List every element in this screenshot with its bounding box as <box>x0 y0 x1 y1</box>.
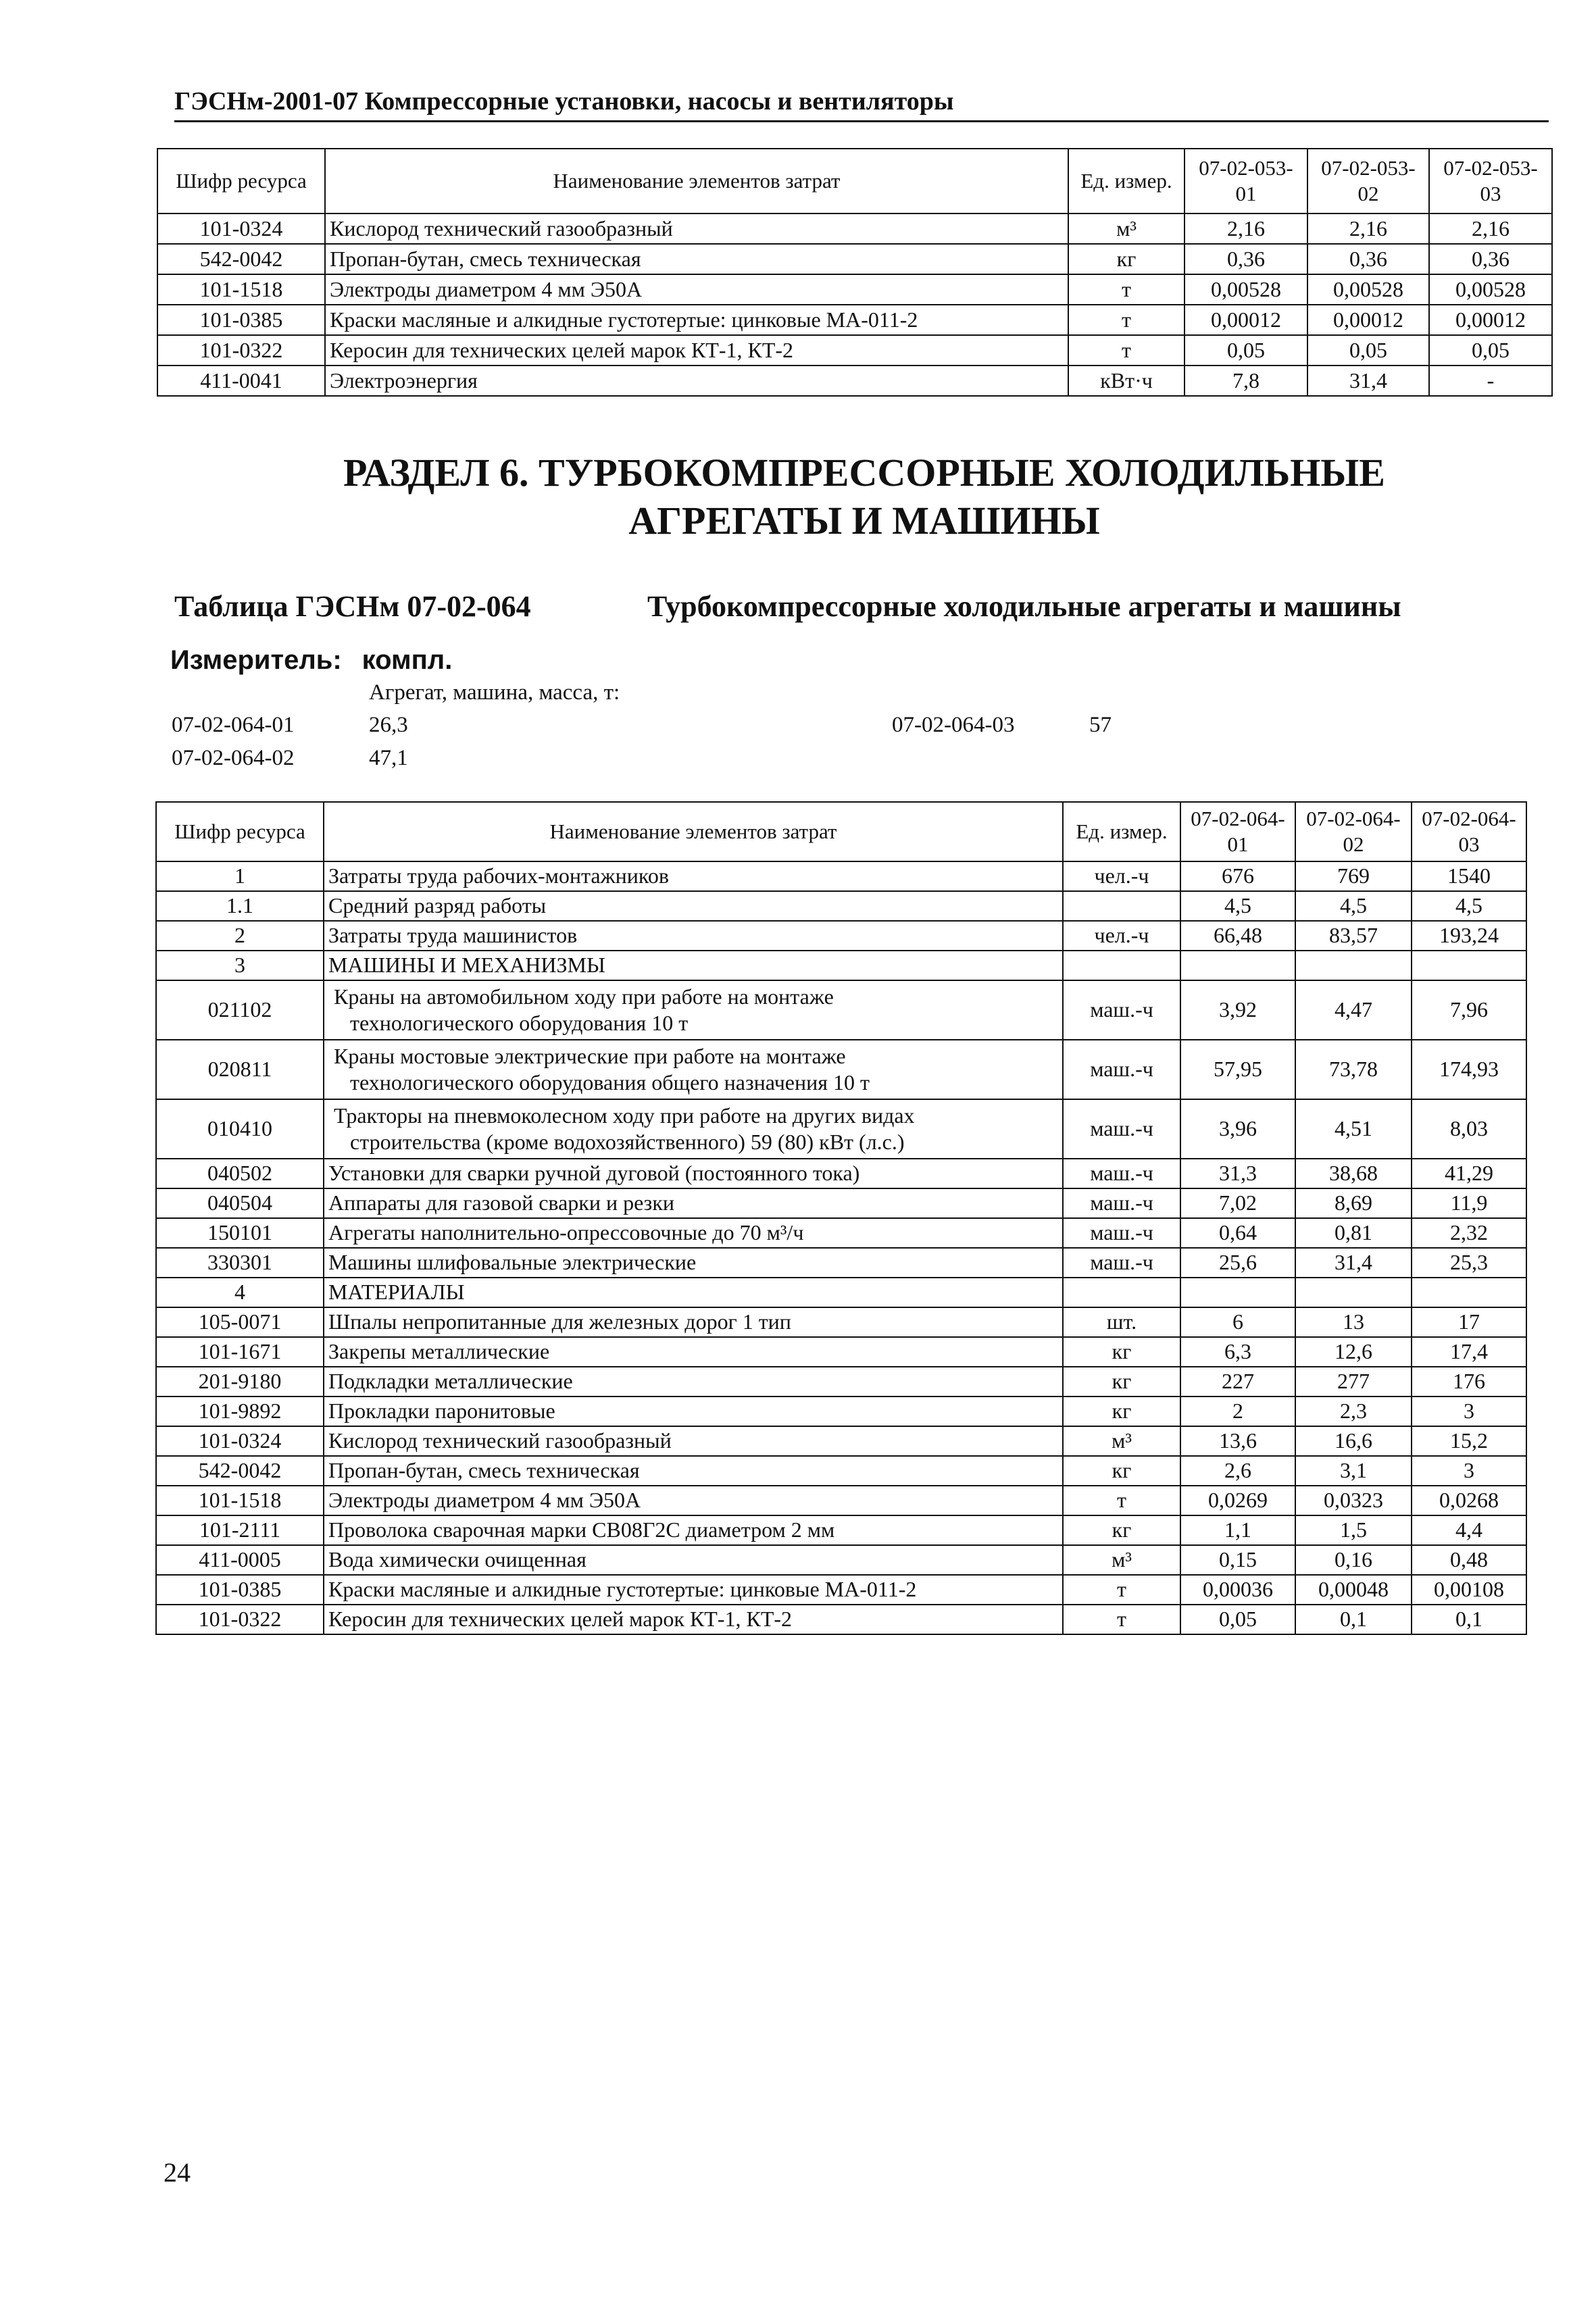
cell-code: 101-1671 <box>156 1337 324 1367</box>
table-caption <box>174 589 1553 624</box>
table1-body <box>157 213 1552 396</box>
cell-value-3 <box>1412 951 1526 980</box>
cell-unit: кг <box>1063 1456 1180 1486</box>
cell-name: Агрегаты наполнительно-опрессовочные до 70 м³/ч <box>324 1218 1063 1248</box>
cell-value-3: 0,36 <box>1429 244 1552 274</box>
cell-value-2: 0,00012 <box>1307 305 1429 335</box>
cell-value-2: 2,16 <box>1307 213 1429 244</box>
header-code: Шифр ресурса <box>156 802 324 861</box>
cell-value-3 <box>1412 1278 1526 1307</box>
cell-name <box>324 1040 1063 1099</box>
cell-value-2: 38,68 <box>1295 1159 1412 1188</box>
cell-value-2: 0,0323 <box>1295 1486 1412 1515</box>
header-unit: Ед. измер. <box>1063 802 1180 861</box>
page-header: ГЭСНм-2001-07 Компрессорные установки, насосы и вентиляторы <box>174 86 1549 122</box>
cell-name: Электроэнергия <box>325 366 1068 396</box>
cell-unit: кг <box>1063 1515 1180 1545</box>
cell-value-3: 15,2 <box>1412 1426 1526 1456</box>
cell-name: Кислород технический газообразный <box>324 1426 1063 1456</box>
cell-code: 4 <box>156 1278 324 1307</box>
cell-code: 1.1 <box>156 891 324 921</box>
cell-value-2: 0,81 <box>1295 1218 1412 1248</box>
cell-unit: чел.-ч <box>1063 921 1180 951</box>
cell-value-2: 13 <box>1295 1307 1412 1337</box>
cell-code: 3 <box>156 951 324 980</box>
cell-value-1: 7,8 <box>1184 366 1307 396</box>
cell-value-2: 0,05 <box>1307 335 1429 366</box>
measure-label: Измеритель: <box>170 645 342 675</box>
cell-value-2: 31,4 <box>1307 366 1429 396</box>
resource-table-053 <box>157 148 1553 397</box>
cell-value-2: 16,6 <box>1295 1426 1412 1456</box>
cell-value-1: 13,6 <box>1180 1426 1295 1456</box>
cell-code: 101-9892 <box>156 1397 324 1426</box>
cell-value-2: 0,16 <box>1295 1545 1412 1575</box>
cell-unit: маш.-ч <box>1063 1159 1180 1188</box>
aggregate-value-2: 47,1 <box>369 746 408 770</box>
cell-code: 542-0042 <box>157 244 325 274</box>
cell-value-2: 4,47 <box>1295 980 1412 1040</box>
cell-unit <box>1063 1278 1180 1307</box>
cell-value-2: 12,6 <box>1295 1337 1412 1367</box>
table2-body <box>156 861 1526 1634</box>
cell-name-line2: технологического оборудования общего назначения 10 т <box>350 1070 870 1095</box>
cell-value-1: 0,05 <box>1184 335 1307 366</box>
cell-value-1 <box>1180 951 1295 980</box>
cell-name: Установки для сварки ручной дуговой (постоянного тока) <box>324 1159 1063 1188</box>
cell-value-3: 17 <box>1412 1307 1526 1337</box>
cell-name: Средний разряд работы <box>324 891 1063 921</box>
cell-value-3: 25,3 <box>1412 1248 1526 1278</box>
cell-unit: маш.-ч <box>1063 1248 1180 1278</box>
table-row <box>156 1248 1526 1278</box>
cell-unit: маш.-ч <box>1063 1188 1180 1218</box>
cell-value-2: 8,69 <box>1295 1188 1412 1218</box>
cell-value-1: 0,00528 <box>1184 274 1307 305</box>
cell-code: 101-0324 <box>156 1426 324 1456</box>
cell-code: 150101 <box>156 1218 324 1248</box>
cell-code: 020811 <box>156 1040 324 1099</box>
cell-name-line1: Тракторы на пневмоколесном ходу при работе на других видах <box>334 1103 915 1128</box>
measure-value: компл. <box>361 645 453 675</box>
cell-code: 105-0071 <box>156 1307 324 1337</box>
cell-value-1 <box>1180 1278 1295 1307</box>
cell-value-1: 4,5 <box>1180 891 1295 921</box>
cell-name: Вода химически очищенная <box>324 1545 1063 1575</box>
cell-name <box>324 1099 1063 1159</box>
cell-value-3: 176 <box>1412 1367 1526 1397</box>
table-row <box>156 861 1526 891</box>
cell-unit: маш.-ч <box>1063 980 1180 1040</box>
cell-value-2: 3,1 <box>1295 1456 1412 1486</box>
cell-value-3: 0,48 <box>1412 1545 1526 1575</box>
header-col1: 07-02-053-01 <box>1184 149 1307 213</box>
cell-value-3: 4,5 <box>1412 891 1526 921</box>
header-col3: 07-02-064-03 <box>1412 802 1526 861</box>
table-row <box>156 1337 1526 1367</box>
cell-name: Кислород технический газообразный <box>325 213 1068 244</box>
table-row <box>156 1456 1526 1486</box>
table-row <box>157 305 1552 335</box>
cell-value-1: 1,1 <box>1180 1515 1295 1545</box>
section-title <box>177 449 1551 545</box>
cell-code: 542-0042 <box>156 1456 324 1486</box>
cell-code: 101-0385 <box>156 1575 324 1605</box>
cell-name: Машины шлифовальные электрические <box>324 1248 1063 1278</box>
cell-value-3: 0,00528 <box>1429 274 1552 305</box>
cell-name: Затраты труда машинистов <box>324 921 1063 951</box>
cell-unit: т <box>1068 274 1184 305</box>
cell-unit: т <box>1068 305 1184 335</box>
cell-name: Керосин для технических целей марок КТ-1, КТ-2 <box>324 1605 1063 1634</box>
cell-unit: т <box>1063 1605 1180 1634</box>
cell-value-1: 676 <box>1180 861 1295 891</box>
table-row <box>156 951 1526 980</box>
table-row <box>157 213 1552 244</box>
cell-unit: маш.-ч <box>1063 1040 1180 1099</box>
cell-value-2: 0,00048 <box>1295 1575 1412 1605</box>
cell-unit: кг <box>1068 244 1184 274</box>
cell-value-3: 0,1 <box>1412 1605 1526 1634</box>
cell-code: 101-0322 <box>156 1605 324 1634</box>
table-row <box>156 1545 1526 1575</box>
cell-code: 330301 <box>156 1248 324 1278</box>
cell-value-3: 0,05 <box>1429 335 1552 366</box>
cell-value-1: 0,05 <box>1180 1605 1295 1634</box>
cell-value-3: 41,29 <box>1412 1159 1526 1188</box>
cell-value-3: 2,16 <box>1429 213 1552 244</box>
cell-name: Электроды диаметром 4 мм Э50А <box>324 1486 1063 1515</box>
cell-name: Шпалы непропитанные для железных дорог 1 тип <box>324 1307 1063 1337</box>
cell-code: 1 <box>156 861 324 891</box>
aggregate-value-3: 57 <box>1089 713 1112 737</box>
cell-unit: т <box>1063 1486 1180 1515</box>
cell-value-1: 6 <box>1180 1307 1295 1337</box>
cell-code: 040504 <box>156 1188 324 1218</box>
cell-value-2: 0,1 <box>1295 1605 1412 1634</box>
table-row <box>156 980 1526 1040</box>
cell-value-2: 4,5 <box>1295 891 1412 921</box>
table-row <box>156 1218 1526 1248</box>
table-row <box>156 1515 1526 1545</box>
cell-value-1: 2,16 <box>1184 213 1307 244</box>
cell-unit: чел.-ч <box>1063 861 1180 891</box>
table-row <box>156 1426 1526 1456</box>
cell-name <box>324 980 1063 1040</box>
table-row <box>156 1188 1526 1218</box>
cell-name-line2: технологического оборудования 10 т <box>350 1011 689 1035</box>
table-row <box>157 366 1552 396</box>
cell-value-3: 3 <box>1412 1456 1526 1486</box>
table-row <box>156 1486 1526 1515</box>
cell-name: Краски масляные и алкидные густотертые: цинковые МА-011-2 <box>324 1575 1063 1605</box>
cell-name: Проволока сварочная марки СВ08Г2С диаметром 2 мм <box>324 1515 1063 1545</box>
cell-value-1: 0,36 <box>1184 244 1307 274</box>
cell-value-1: 3,92 <box>1180 980 1295 1040</box>
cell-name: Закрепы металлические <box>324 1337 1063 1367</box>
section-title-line2: АГРЕГАТЫ И МАШИНЫ <box>628 498 1100 543</box>
header-col3: 07-02-053-03 <box>1429 149 1552 213</box>
cell-code: 101-0385 <box>157 305 325 335</box>
cell-code: 040502 <box>156 1159 324 1188</box>
cell-value-2: 277 <box>1295 1367 1412 1397</box>
page-number: 24 <box>164 2157 191 2188</box>
table-row <box>156 1040 1526 1099</box>
cell-code: 101-0324 <box>157 213 325 244</box>
cell-name: МАШИНЫ И МЕХАНИЗМЫ <box>324 951 1063 980</box>
cell-value-3: 17,4 <box>1412 1337 1526 1367</box>
cell-code: 2 <box>156 921 324 951</box>
table-row <box>156 1159 1526 1188</box>
cell-code: 021102 <box>156 980 324 1040</box>
cell-code: 411-0005 <box>156 1545 324 1575</box>
cell-unit: кг <box>1063 1367 1180 1397</box>
cell-value-3: 0,00012 <box>1429 305 1552 335</box>
cell-value-3: 0,0268 <box>1412 1486 1526 1515</box>
cell-value-1: 227 <box>1180 1367 1295 1397</box>
table-row <box>157 244 1552 274</box>
cell-value-2: 83,57 <box>1295 921 1412 951</box>
cell-unit: кВт·ч <box>1068 366 1184 396</box>
cell-name: Затраты труда рабочих-монтажников <box>324 861 1063 891</box>
header-col2: 07-02-053-02 <box>1307 149 1429 213</box>
cell-value-1: 2 <box>1180 1397 1295 1426</box>
table-caption-id: Таблица ГЭСНм 07-02-064 <box>174 590 531 623</box>
cell-value-2 <box>1295 1278 1412 1307</box>
cell-name: МАТЕРИАЛЫ <box>324 1278 1063 1307</box>
cell-unit: маш.-ч <box>1063 1218 1180 1248</box>
cell-value-1: 0,15 <box>1180 1545 1295 1575</box>
cell-name: Пропан-бутан, смесь техническая <box>324 1456 1063 1486</box>
table-row <box>156 1307 1526 1337</box>
cell-unit: т <box>1063 1575 1180 1605</box>
cell-value-3: - <box>1429 366 1552 396</box>
cell-value-1: 0,00036 <box>1180 1575 1295 1605</box>
table-row <box>156 1575 1526 1605</box>
cell-name: Электроды диаметром 4 мм Э50А <box>325 274 1068 305</box>
cell-value-3: 7,96 <box>1412 980 1526 1040</box>
cell-value-2: 1,5 <box>1295 1515 1412 1545</box>
cell-value-2: 0,00528 <box>1307 274 1429 305</box>
cell-code: 101-2111 <box>156 1515 324 1545</box>
cell-name: Краски масляные и алкидные густотертые: цинковые МА-011-2 <box>325 305 1068 335</box>
cell-code: 101-0322 <box>157 335 325 366</box>
header-col2: 07-02-064-02 <box>1295 802 1412 861</box>
table-row <box>157 274 1552 305</box>
cell-value-1: 0,0269 <box>1180 1486 1295 1515</box>
cell-value-1: 25,6 <box>1180 1248 1295 1278</box>
cell-name: Пропан-бутан, смесь техническая <box>325 244 1068 274</box>
cell-value-3: 0,00108 <box>1412 1575 1526 1605</box>
cell-value-2: 0,36 <box>1307 244 1429 274</box>
aggregate-code-2: 07-02-064-02 <box>172 746 295 770</box>
aggregate-value-1: 26,3 <box>369 713 408 737</box>
cell-value-1: 31,3 <box>1180 1159 1295 1188</box>
cell-name: Прокладки паронитовые <box>324 1397 1063 1426</box>
cell-value-1: 0,00012 <box>1184 305 1307 335</box>
cell-unit: маш.-ч <box>1063 1099 1180 1159</box>
cell-unit <box>1063 891 1180 921</box>
header-col1: 07-02-064-01 <box>1180 802 1295 861</box>
cell-value-1: 6,3 <box>1180 1337 1295 1367</box>
cell-value-1: 57,95 <box>1180 1040 1295 1099</box>
header-unit: Ед. измер. <box>1068 149 1184 213</box>
cell-unit: кг <box>1063 1397 1180 1426</box>
cell-code: 101-1518 <box>156 1486 324 1515</box>
header-code: Шифр ресурса <box>157 149 325 213</box>
cell-value-3: 174,93 <box>1412 1040 1526 1099</box>
cell-value-1: 3,96 <box>1180 1099 1295 1159</box>
section-title-line1: РАЗДЕЛ 6. ТУРБОКОМПРЕССОРНЫЕ ХОЛОДИЛЬНЫЕ <box>343 451 1385 495</box>
cell-unit: шт. <box>1063 1307 1180 1337</box>
header-name: Наименование элементов затрат <box>325 149 1068 213</box>
cell-value-1: 66,48 <box>1180 921 1295 951</box>
table-row <box>156 1278 1526 1307</box>
cell-unit: т <box>1068 335 1184 366</box>
cell-value-3: 4,4 <box>1412 1515 1526 1545</box>
cell-value-3: 3 <box>1412 1397 1526 1426</box>
cell-value-1: 7,02 <box>1180 1188 1295 1218</box>
cell-unit: кг <box>1063 1337 1180 1367</box>
table-row <box>156 1367 1526 1397</box>
cell-unit <box>1063 951 1180 980</box>
cell-name: Подкладки металлические <box>324 1367 1063 1397</box>
aggregate-code-1: 07-02-064-01 <box>172 713 295 737</box>
aggregate-label: Агрегат, машина, масса, т: <box>369 680 620 705</box>
cell-value-3: 11,9 <box>1412 1188 1526 1218</box>
cell-name-line2: строительства (кроме водохозяйственного) 59 (80) кВт (л.с.) <box>350 1130 905 1154</box>
cell-value-2: 73,78 <box>1295 1040 1412 1099</box>
header-name: Наименование элементов затрат <box>324 802 1063 861</box>
cell-value-1: 2,6 <box>1180 1456 1295 1486</box>
cell-code: 101-1518 <box>157 274 325 305</box>
table-row <box>157 335 1552 366</box>
table-row <box>156 1605 1526 1634</box>
cell-name-line1: Краны на автомобильном ходу при работе на монтаже <box>334 984 834 1009</box>
cell-unit: м³ <box>1068 213 1184 244</box>
cell-code: 010410 <box>156 1099 324 1159</box>
cell-value-2: 2,3 <box>1295 1397 1412 1426</box>
cell-value-3: 193,24 <box>1412 921 1526 951</box>
cell-value-1: 0,64 <box>1180 1218 1295 1248</box>
cell-name: Керосин для технических целей марок КТ-1, КТ-2 <box>325 335 1068 366</box>
cell-value-2 <box>1295 951 1412 980</box>
cell-value-3: 2,32 <box>1412 1218 1526 1248</box>
measure-unit <box>170 645 452 676</box>
cell-name-line1: Краны мостовые электрические при работе на монтаже <box>334 1043 846 1068</box>
table-caption-title: Турбокомпрессорные холодильные агрегаты и машины <box>647 590 1401 623</box>
cell-code: 201-9180 <box>156 1367 324 1397</box>
cell-unit: м³ <box>1063 1545 1180 1575</box>
resource-table-064 <box>155 801 1527 1635</box>
cell-value-3: 1540 <box>1412 861 1526 891</box>
cell-name: Аппараты для газовой сварки и резки <box>324 1188 1063 1218</box>
table-row <box>156 891 1526 921</box>
cell-value-2: 31,4 <box>1295 1248 1412 1278</box>
aggregate-code-3: 07-02-064-03 <box>892 713 1015 737</box>
cell-unit: м³ <box>1063 1426 1180 1456</box>
cell-code: 411-0041 <box>157 366 325 396</box>
cell-value-3: 8,03 <box>1412 1099 1526 1159</box>
cell-value-2: 4,51 <box>1295 1099 1412 1159</box>
cell-value-2: 769 <box>1295 861 1412 891</box>
table-row <box>156 1397 1526 1426</box>
table-row <box>156 921 1526 951</box>
table-row <box>156 1099 1526 1159</box>
